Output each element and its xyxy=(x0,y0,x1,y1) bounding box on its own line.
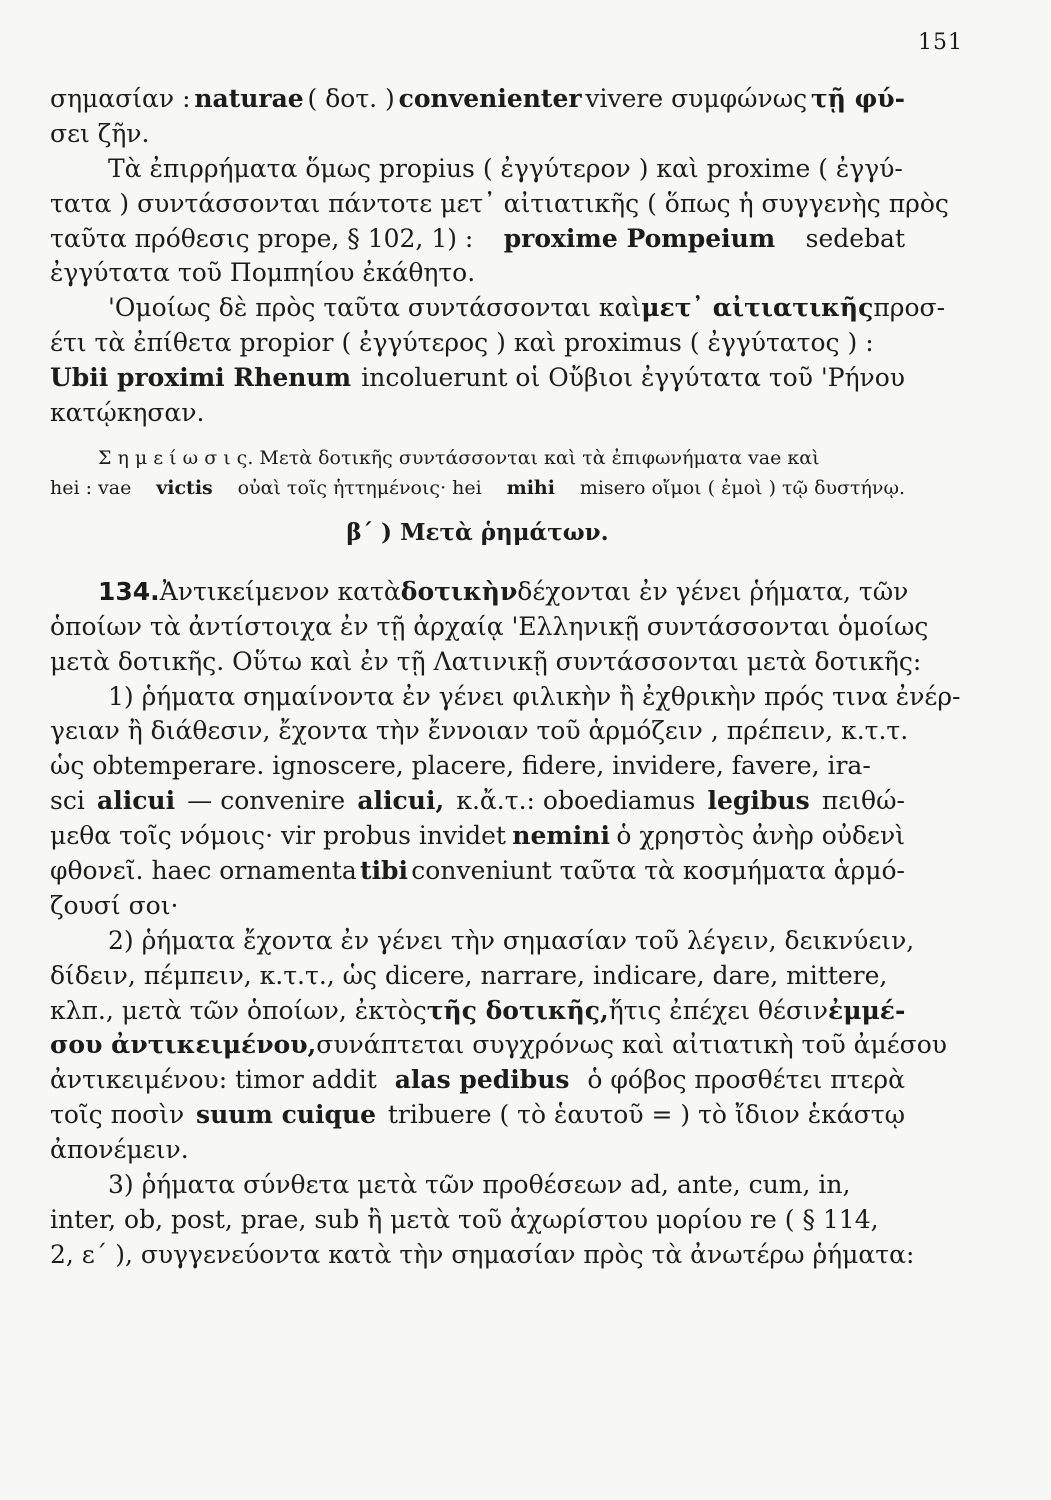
text-line: φθονεῖ. haec ornamenta tibi conveniunt ταῦτα τὰ κοσμήματα ἁρμό- xyxy=(50,856,905,886)
text-line: sci alicui — convenire alicui, κ.ἄ.τ.: oboediamus legibus πειθώ- xyxy=(50,786,905,816)
text-line: ζουσί σοι· xyxy=(50,890,179,920)
text-line: ἀπονέμειν. xyxy=(50,1135,189,1165)
text-line: ἀντικειμένου: timor addit alas pedibus ὁ φόβος προσθέτει πτερὰ xyxy=(50,1065,905,1095)
text-line: 1) ῥήματα σημαίνοντα ἐν γένει φιλικὴν ἢ ἐχθρικὴν πρός τινα ἐνέρ- xyxy=(108,681,961,711)
text-line: κλπ., μετὰ τῶν ὁποίων, ἐκτὸς τῆς δοτικῆς, ἥτις ἐπέχει θέσιν ἐμμέ- xyxy=(50,995,906,1025)
text-line: σου ἀντικειμένου, συνάπτεται συγχρόνως καὶ αἰτιατικὴ τοῦ ἀμέσου xyxy=(50,1030,947,1060)
text-line: ὡς obtemperare. ignoscere, placere, fidere, invidere, favere, ira- xyxy=(50,751,871,781)
text-line: ἐγγύτατα τοῦ Πομπηίου ἐκάθητο. xyxy=(50,258,476,288)
section-number: 134. xyxy=(98,576,160,606)
note-line: hei : vae victis οὐαὶ τοῖς ἡττημένοις· hei mihi misero οἴμοι ( ἐμοὶ ) τῷ δυστήνῳ. xyxy=(50,476,905,499)
text-line: 2) ῥήματα ἔχοντα ἐν γένει τὴν σημασίαν τοῦ λέγειν, δεικνύειν, xyxy=(108,925,915,955)
text-line: τοῖς ποσὶν suum cuique tribuere ( τὸ ἑαυτοῦ = ) τὸ ἴδιον ἑκάστῳ xyxy=(50,1100,905,1130)
text-line: κατῴκησαν. xyxy=(50,398,205,428)
text-line: inter, ob, post, prae, sub ἢ μετὰ τοῦ ἀχωρίστου μορίου re ( § 114, xyxy=(50,1204,879,1234)
text-line: τατα ) συντάσσονται πάντοτε μετ᾽ αἰτιατικῆς ( ὅπως ἡ συγγενὴς πρὸς xyxy=(50,188,949,218)
note xyxy=(50,443,905,503)
text-line: ὁποίων τὰ ἀντίστοιχα ἐν τῇ ἀρχαίᾳ 'Ελληνικῇ συντάσσονται ὁμοίως xyxy=(50,611,929,641)
text-line: ταῦτα πρόθεσις prope, § 102, 1) : proxime Pompeium sedebat xyxy=(50,223,905,253)
text-line: σημασίαν : naturae ( δοτ. ) convenienter vivere συμφώνως τῇ φύ- xyxy=(50,84,905,113)
text-line: 2, ε΄ ), συγγενεύοντα κατὰ τὴν σημασίαν πρὸς τὰ ἀνωτέρω ῥήματα: xyxy=(50,1239,915,1269)
text-line: 'Ομοίως δὲ πρὸς ταῦτα συντάσσονται καὶ μετ᾽ αἰτιατικῆς προσ- xyxy=(108,293,946,323)
page-body xyxy=(50,82,961,1273)
text-line: δίδειν, πέμπειν, κ.τ.τ., ὡς dicere, narrare, indicare, dare, mittere, xyxy=(50,960,888,990)
text-line: γειαν ἢ διάθεσιν, ἔχοντα τὴν ἔννοιαν τοῦ ἁρμόζειν , πρέπειν, κ.τ.τ. xyxy=(50,716,909,746)
page-number: 151 xyxy=(918,30,963,55)
text-line: Τὰ ἐπιρρήματα ὅμως propius ( ἐγγύτερον ) καὶ proxime ( ἐγγύ- xyxy=(108,153,903,183)
text-line: μεθα τοῖς νόμοις· vir probus invidet nemini ὁ χρηστὸς ἀνὴρ οὐδενὶ xyxy=(50,821,905,851)
section-heading: β΄ ) Μετὰ ῥημάτων. xyxy=(346,518,609,546)
text-line: Ubii proximi Rhenum incoluerunt οἱ Οὔβιοι ἐγγύτατα τοῦ 'Ρήνου xyxy=(50,363,905,393)
text-line: 134. Ἀντικείμενον κατὰ δοτικὴν δέχονται ἐν γένει ῥήματα, τῶν xyxy=(50,575,905,610)
text-line: σει ζῆν. xyxy=(50,118,150,148)
text-line: έτι τὰ ἐπίθετα propior ( ἐγγύτερος ) καὶ proximus ( ἐγγύτατος ) : xyxy=(50,328,874,358)
text-line: μετὰ δοτικῆς. Οὕτω καὶ ἐν τῇ Λατινικῇ συντάσσονται μετὰ δοτικῆς: xyxy=(50,646,922,676)
note-line: Σ η μ ε ί ω σ ι ς. Μετὰ δοτικῆς συντάσσονται καὶ τὰ ἐπιφωνήματα vae καὶ xyxy=(98,446,820,469)
text-line: 3) ῥήματα σύνθετα μετὰ τῶν προθέσεων ad, ante, cum, in, xyxy=(108,1170,851,1200)
